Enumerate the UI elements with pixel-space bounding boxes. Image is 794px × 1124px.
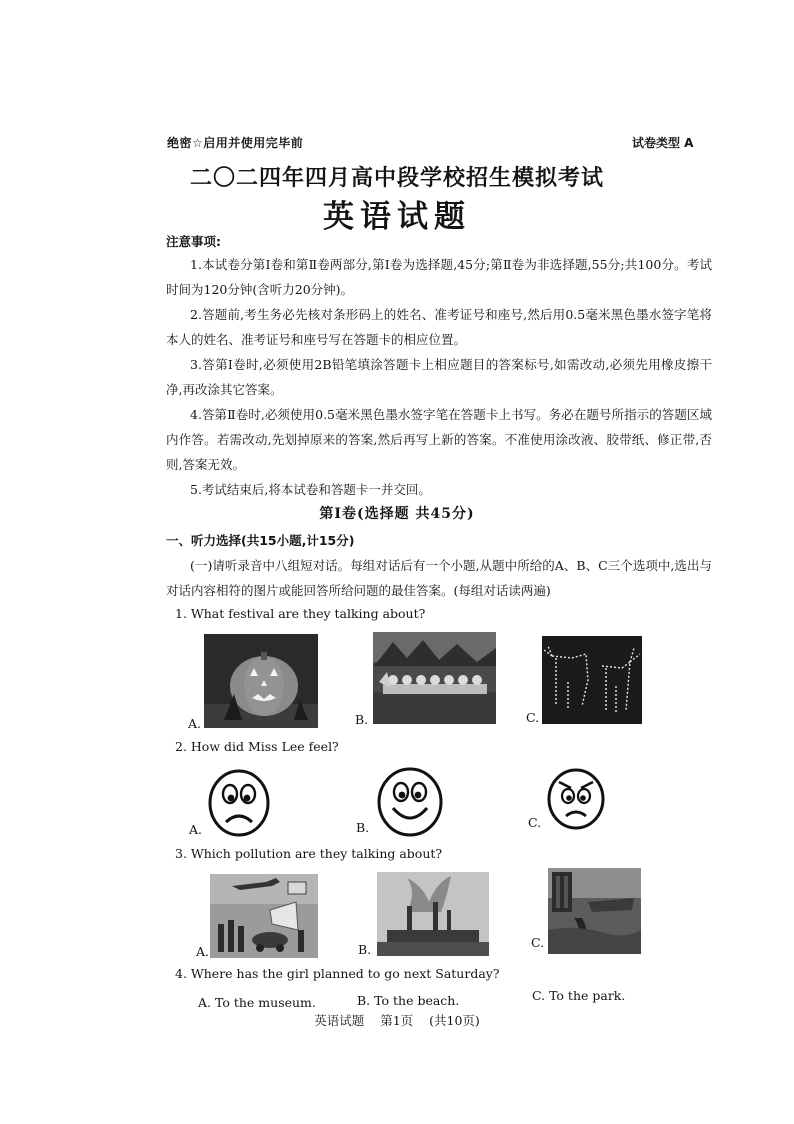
q2-option-c-label: C. xyxy=(528,815,542,830)
jack-o-lantern-photo xyxy=(204,634,318,728)
notice-item-4: 4.答第Ⅱ卷时,必须使用0.5毫米黑色墨水签字笔在答题卡上书写。务必在题号所指示的答题区域内作答。若需改动,先划掉原来的答案,然后再写上新的答案。不准使用涂改液、胶带纸、修正带,否则,答案无效。 xyxy=(166,407,712,472)
q2-option-b-label: B. xyxy=(356,820,370,835)
dragon-boat-race-photo xyxy=(373,632,496,724)
q3-option-c-label: C. xyxy=(531,935,545,950)
q1-option-c-label: C. xyxy=(526,710,540,725)
question-3-stem: 3. Which pollution are they talking about? xyxy=(175,846,443,861)
notice-item-3: 3.答第Ⅰ卷时,必须使用2B铅笔填涂答题卡上相应题目的答案标号,如需改动,必须先用橡皮擦干净,再改涂其它答案。 xyxy=(166,357,712,397)
notice-item-5: 5.考试结束后,将本试卷和答题卡一并交回。 xyxy=(190,482,431,497)
q4-answer-a: A. To the museum. xyxy=(198,995,316,1010)
subject-title: 英语试题 xyxy=(323,199,471,235)
page-footer xyxy=(0,1011,794,1029)
footer-total: (共10页) xyxy=(429,1013,480,1028)
footer-page: 第1页 xyxy=(380,1013,414,1028)
q3-option-a-label: A. xyxy=(196,944,210,959)
paper-type-label: 试卷类型 A xyxy=(632,136,694,150)
footer-subject: 英语试题 xyxy=(314,1013,365,1028)
q1-option-a-label: A. xyxy=(188,716,202,731)
notice-item-1: 1.本试卷分第Ⅰ卷和第Ⅱ卷两部分,第Ⅰ卷为选择题,45分;第Ⅱ卷为非选择题,55分;共100分。考试时间为120分钟(含听力20分钟)。 xyxy=(166,257,712,297)
question-4-stem: 4. Where has the girl planned to go next Saturday? xyxy=(175,966,500,981)
q3-option-b-label: B. xyxy=(358,942,372,957)
noise-pollution-photo xyxy=(210,874,318,958)
notice-heading: 注意事项: xyxy=(166,234,221,249)
water-pollution-photo xyxy=(548,868,641,954)
notice-item-2: 2.答题前,考生务必先核对条形码上的姓名、准考证号和座号,然后用0.5毫米黑色墨水签字笔将本人的姓名、准考证号和座号写在答题卡的相应位置。 xyxy=(166,307,712,347)
question-2-stem: 2. How did Miss Lee feel? xyxy=(175,739,339,754)
part1-title: 第Ⅰ卷(选择题 共45分) xyxy=(319,506,475,522)
angry-face-icon xyxy=(545,766,607,830)
christmas-light-reindeer-photo xyxy=(542,636,642,724)
air-pollution-factory-photo xyxy=(377,872,489,956)
confidential-label: 绝密☆启用并使用完毕前 xyxy=(167,136,304,150)
exam-title: 二〇二四年四月高中段学校招生模拟考试 xyxy=(189,165,604,191)
q2-option-a-label: A. xyxy=(189,822,203,837)
sad-face-icon xyxy=(206,768,272,838)
question-1-stem: 1. What festival are they talking about? xyxy=(175,606,426,621)
section1-instruction: (一)请听录音中八组短对话。每组对话后有一个小题,从题中所给的A、B、C三个选项中,选出与对话内容相符的图片或能回答所给问题的最佳答案。(每组对话读两遍) xyxy=(166,558,712,598)
q4-answer-b: B. To the beach. xyxy=(357,993,460,1008)
happy-face-icon xyxy=(375,766,445,838)
section1-heading: 一、听力选择(共15小题,计15分) xyxy=(166,533,355,548)
q4-answer-c: C. To the park. xyxy=(532,988,626,1003)
q1-option-b-label: B. xyxy=(355,712,369,727)
